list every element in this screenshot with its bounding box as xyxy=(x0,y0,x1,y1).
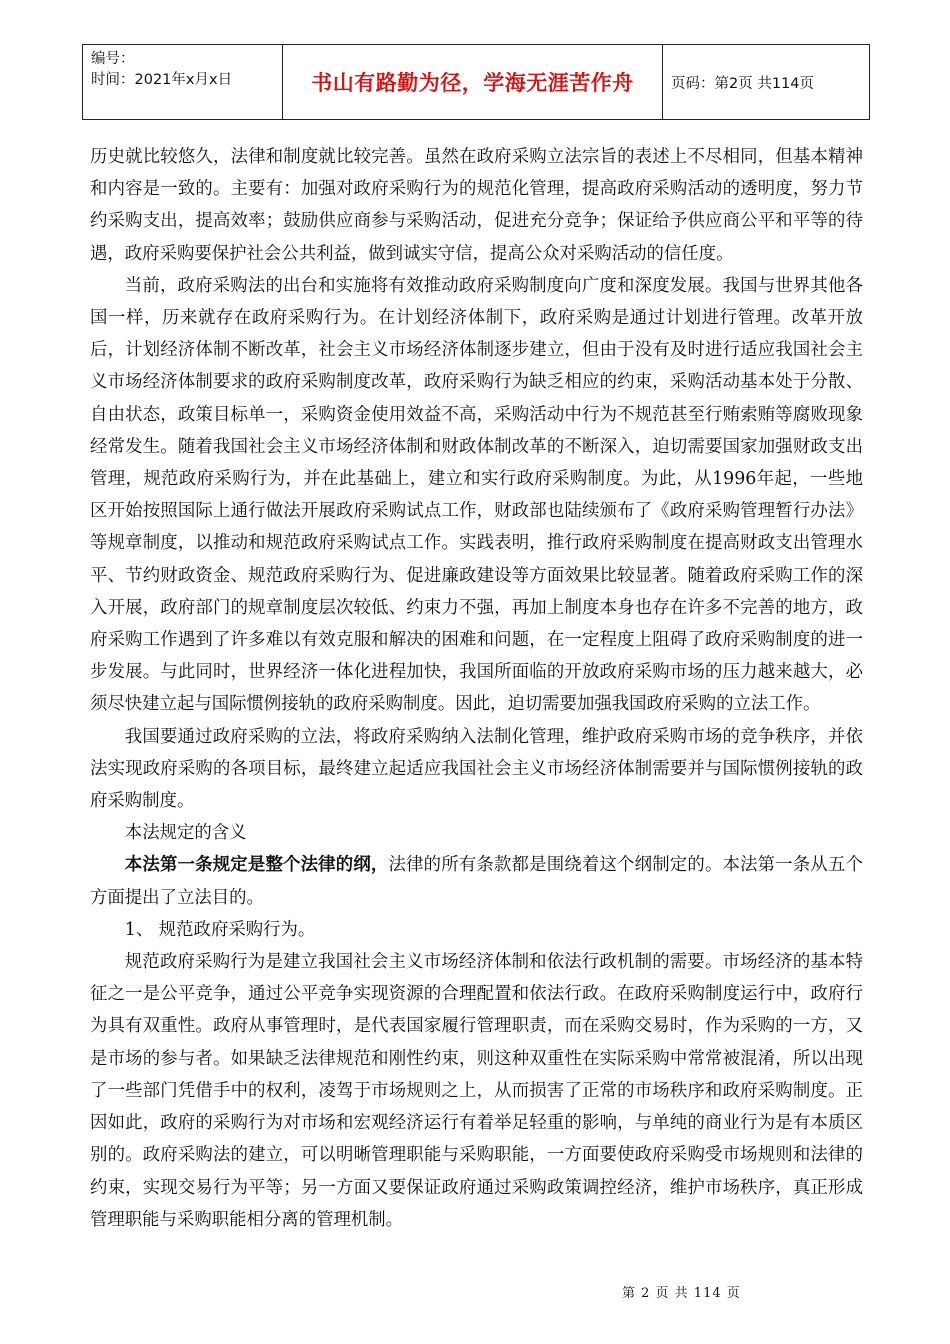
page-footer: 第 2 页 共 114 页 xyxy=(622,1286,741,1301)
document-number-label: 编号： xyxy=(91,51,135,67)
paragraph-text: 法律的所有条款都是围绕着这个纲制定的。本法第一条从五个方面提出了立法目的。 xyxy=(90,855,863,908)
paragraph: 规范政府采购行为是建立我国社会主义市场经济体制和依法行政机制的需要。市场经济的基本特征之一是公平竞争，通过公平竞争实现资源的合理配置和依法行政。在政府采购制度运行中，政府行为具有双重性。政府从事管理时，是代表国家履行管理职责，而在采购交易时，作为采购的一方，又是市场的参与者。如果缺乏法律规范和刚性约束，则这种双重性在实际采购中常常被混淆，所以出现了一些部门凭借手中的权利，凌驾于市场规则之上，从而损害了正常的市场秩序和政府采购制度。正因如此，政府的采购行为对市场和宏观经济运行有着举足轻重的影响，与单纯的商业行为是有本质区别的。政府采购法的建立，可以明晰管理职能与采购职能，一方面要使政府采购受市场规则和法律的约束，实现交易行为平等；另一方面又要保证政府通过采购政策调控经济，维护市场秩序，真正形成管理职能与采购职能相分离的管理机制。 xyxy=(90,952,863,1230)
paragraph: 当前，政府采购法的出台和实施将有效推动政府采购制度向广度和深度发展。我国与世界其他各国一样，历来就存在政府采购行为。在计划经济体制下，政府采购是通过计划进行管理。改革开放后，计划经济体制不断改革，社会主义市场经济体制逐步建立，但由于没有及时进行适应我国社会主义市场经济体制要求的政府采购制度改革，政府采购行为缺乏相应的约束，采购活动基本处于分散、自由状态，政策目标单一，采购资金使用效益不高，采购活动中行为不规范甚至行贿索贿等腐败现象经常发生。随着我国社会主义市场经济体制和财政体制改革的不断深入，迫切需要国家加强财政支出管理，规范政府采购行为，并在此基础上，建立和实行政府采购制度。为此，从1996年起，一些地区开始按照国际上通行做法开展政府采购试点工作，财政部也陆续颁布了《政府采购管理暂行办法》等规章制度，以推动和规范政府采购试点工作。实践表明，推行政府采购制度在提高财政支出管理水平、节约财政资金、规范政府采购行为、促进廉政建设等方面效果比较显著。随着政府采购工作的深入开展，政府部门的规章制度层次较低、约束力不强，再加上制度本身也存在许多不完善的地方，政府采购工作遇到了许多难以有效克服和解决的困难和问题，在一定程度上阻碍了政府采购制度的进一步发展。与此同时，世界经济一体化进程加快，我国所面临的开放政府采购市场的压力越来越大，必须尽快建立起与国际惯例接轨的政府采购制度。因此，迫切需要加强我国政府采购的立法工作。 xyxy=(90,275,863,715)
header-page-info: 页码：第2页 共114页 xyxy=(671,75,815,92)
section-heading: 本法规定的含义 xyxy=(124,823,247,844)
document-time-label: 时间：2021年x月x日 xyxy=(91,72,233,88)
document-body xyxy=(90,141,863,1236)
list-item-heading: 1、 规范政府采购行为。 xyxy=(124,919,316,940)
bold-lead-text: 本法第一条规定是整个法律的纲， xyxy=(124,855,389,876)
paragraph-with-bold-lead xyxy=(90,849,863,913)
header-meta-cell xyxy=(83,45,283,119)
paragraph: 我国要通过政府采购的立法，将政府采购纳入法制化管理，维护政府采购市场的竞争秩序，并依法实现政府采购的各项目标，最终建立起适应我国社会主义市场经济体制需要并与国际惯例接轨的政府采购制度。 xyxy=(90,726,863,812)
header-motto: 书山有路勤为径，学海无涯苦作舟 xyxy=(283,45,663,119)
header-table xyxy=(82,44,870,120)
header-page-info-cell xyxy=(663,45,869,119)
paragraph-continued: 历史就比较悠久，法律和制度就比较完善。虽然在政府采购立法宗旨的表述上不尽相同，但基本精神和内容是一致的。主要有：加强对政府采购行为的规范化管理，提高政府采购活动的透明度，努力节约采购支出，提高效率；鼓励供应商参与采购活动，促进充分竞争；保证给予供应商公平和平等的待遇，政府采购要保护社会公共利益，做到诚实守信，提高公众对采购活动的信任度。 xyxy=(90,147,863,264)
